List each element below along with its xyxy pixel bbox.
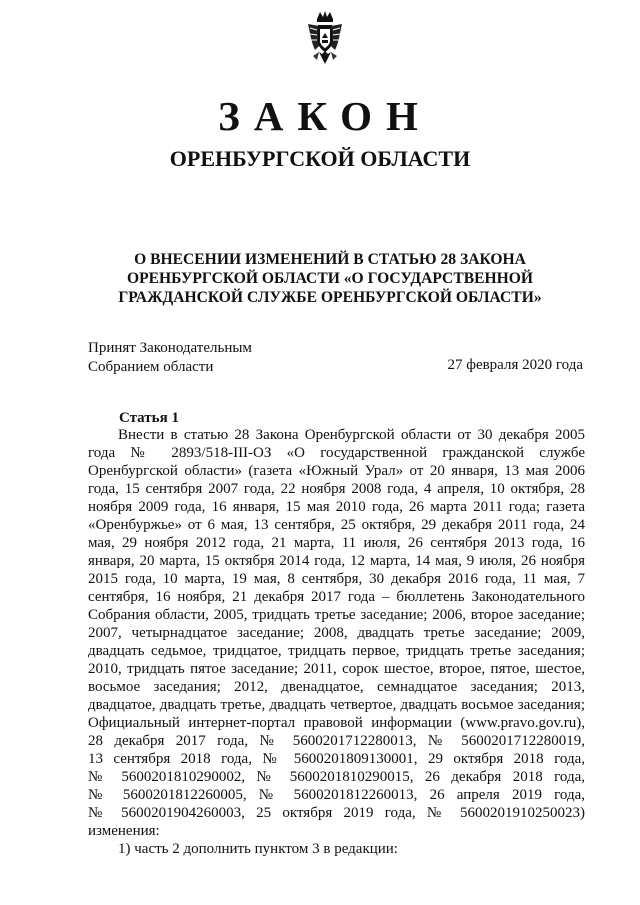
article-line: восьмое заседания; 2012, двенадцатое, семнадцатое заседания; 2013, (88, 679, 585, 695)
document-title: ЗАКОН (218, 93, 432, 139)
adoption-note (88, 339, 252, 376)
article-line: Внести в статью 28 Закона Оренбургской области от 30 декабря 2005 (118, 427, 585, 443)
law-subject-heading (0, 250, 640, 307)
adoption-date: 27 февраля 2020 года (447, 357, 583, 373)
article-line: № 5600201904260003, 25 октября 2019 года, № 5600201910250023) (88, 805, 585, 821)
article-line: № 5600201812260005, № 5600201812260013, 26 апреля 2019 года, (88, 787, 585, 803)
article-line: 13 сентября 2018 года, № 5600201809130001, 29 октября 2018 года, (88, 751, 585, 767)
region-title: ОРЕНБУРГСКОЙ ОБЛАСТИ (169, 146, 471, 171)
article-line: № 5600201810290002, № 5600201810290015, 26 декабря 2018 года, (88, 769, 585, 785)
article-line: Оренбургской области» (газета «Южный Урал» от 20 января, 13 мая 2006 (88, 463, 585, 479)
article-line: года № 2893/518-III-ОЗ «О государственной гражданской службе (88, 445, 585, 461)
article-line: ноября 2009 года, 16 января, 15 мая 2010 года, 26 марта 2011 года; газета (88, 499, 585, 515)
article-line: Собрания области, 2005, тридцать третье заседание; 2006, второе заседание; (88, 607, 585, 623)
article-line: двадцать седьмое, тридцатое, тридцать первое, тридцать третье заседания; (88, 643, 585, 659)
article-line: 2010, тридцать пятое заседание; 2011, сорок шестое, второе, пятое, шестое, (88, 661, 585, 677)
article-line: изменения: (88, 823, 160, 839)
article-line: двадцатое, двадцать третье, двадцать четвертое, двадцать восьмое заседания; (88, 697, 585, 713)
adoption-line: Принят Законодательным (88, 340, 252, 356)
article-line: года, 15 сентября 2007 года, 22 ноября 2008 года, 4 апреля, 10 октября, 28 (88, 481, 585, 497)
law-subject-line: О ВНЕСЕНИИ ИЗМЕНЕНИЙ В СТАТЬЮ 28 ЗАКОНА (134, 251, 526, 268)
article-heading: Статья 1 (119, 410, 179, 426)
article-line: мая, 29 ноября 2012 года, 21 марта, 11 июля, 26 сентября 2013 года, 16 (88, 535, 585, 551)
law-subject-line: ОРЕНБУРГСКОЙ ОБЛАСТИ «О ГОСУДАРСТВЕННОЙ (126, 270, 534, 287)
adoption-line: Собранием области (88, 358, 214, 375)
article-line: Официальный интернет-портал правовой информации (www.pravo.gov.ru), (88, 715, 585, 731)
article-line: 2015 года, 10 марта, 19 мая, 8 сентября, 30 декабря 2016 года, 11 мая, 7 (88, 571, 585, 587)
article-body (88, 426, 585, 858)
coat-of-arms-emblem (305, 10, 345, 66)
article-line: сентября, 16 ноября, 21 декабря 2017 года – бюллетень Законодательного (88, 589, 585, 605)
article-line: 2007, четырнадцатое заседание; 2008, двадцать третье заседание; 2009, (88, 625, 585, 641)
law-subject-line: ГРАЖДАНСКОЙ СЛУЖБЕ ОРЕНБУРГСКОЙ ОБЛАСТИ» (118, 289, 542, 306)
article-line: 28 декабря 2017 года, № 5600201712280013, № 5600201712280019, (88, 733, 585, 749)
article-line: января, 20 марта, 15 октября 2014 года, 12 марта, 14 мая, 9 июля, 26 ноября (88, 553, 585, 569)
article-line: «Оренбуржье» от 6 мая, 13 сентября, 25 октября, 29 декабря 2011 года, 24 (88, 517, 585, 533)
article-item: 1) часть 2 дополнить пунктом 3 в редакции: (118, 841, 398, 857)
